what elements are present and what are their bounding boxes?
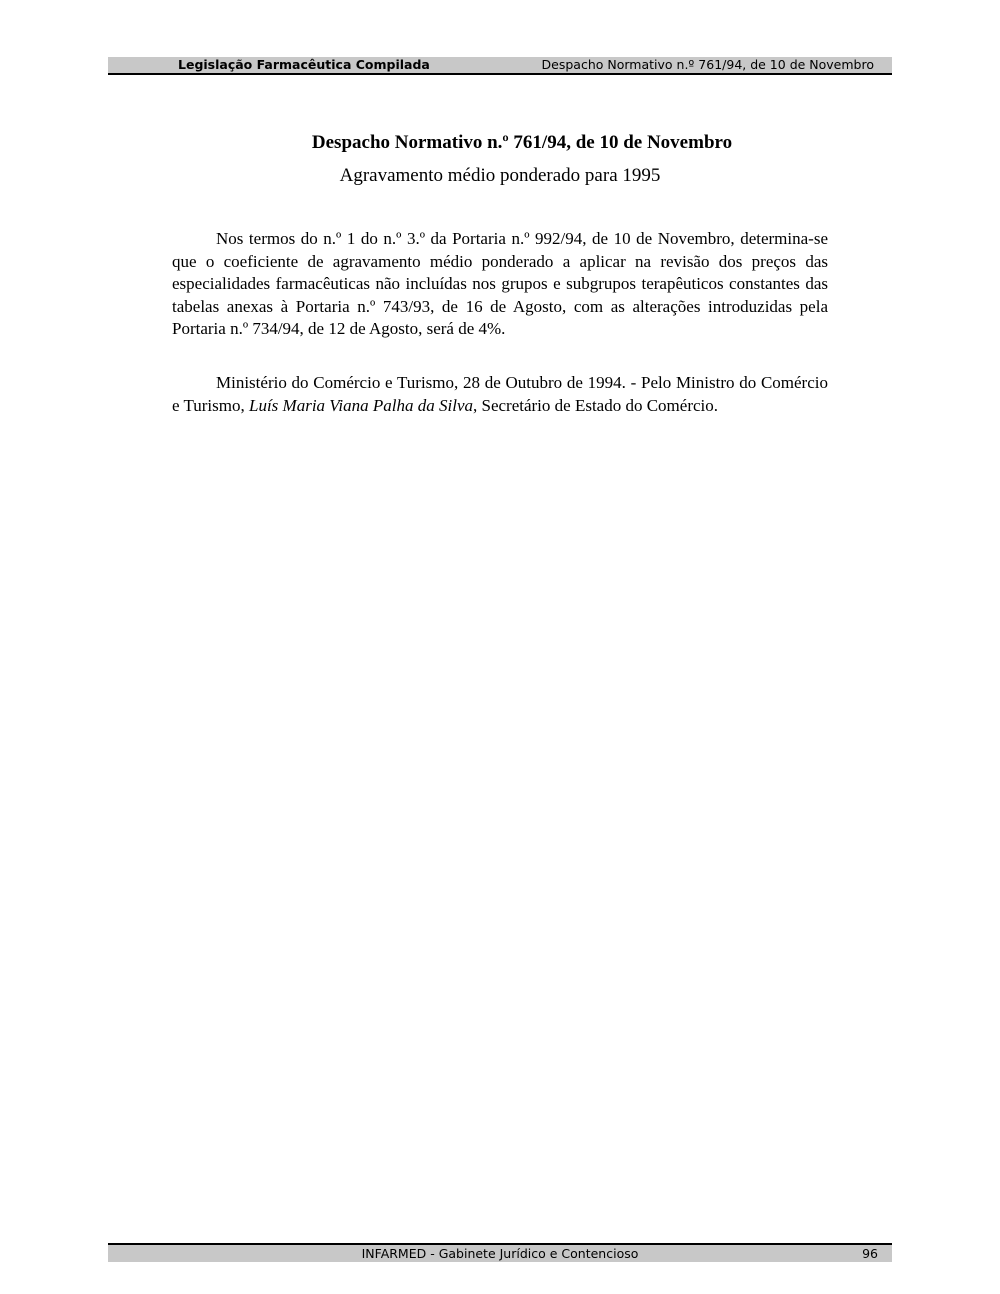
page-number: 96 [862,1246,878,1261]
signatory-name: Luís Maria Viana Palha da Silva [249,395,473,415]
page-header [108,57,892,75]
signature-text-before: Ministério do Comércio e Turismo, 28 de Outubro de 1994. - Pelo Ministro do Comércio e Turismo, [172,373,828,415]
signature-paragraph [172,372,828,417]
page-footer [108,1243,892,1262]
body-paragraph: Nos termos do n.º 1 do n.º 3.º da Portaria n.º 992/94, de 10 de Novembro, determina-se que o coeficiente de agravamento médio ponderado a aplicar na revisão dos preços das especialidades farmacêuticas não incluídas nos grupos e subgrupos terapêuticos constantes das tabelas anexas à Portaria n.º 743/93, de 16 de Agosto, com as alterações introduzidas pela Portaria n.º 734/94, de 12 de Agosto, será de 4%. [172,229,828,338]
header-collection-title: Legislação Farmacêutica Compilada [178,57,430,72]
document-subtitle: Agravamento médio ponderado para 1995 [339,165,661,186]
document-title: Despacho Normativo n.º 761/94, de 10 de Novembro [311,132,733,153]
footer-organization: INFARMED - Gabinete Jurídico e Contencioso [361,1246,639,1261]
header-document-reference: Despacho Normativo n.º 761/94, de 10 de Novembro [541,57,874,72]
signature-text-after: , Secretário de Estado do Comércio. [473,395,719,415]
